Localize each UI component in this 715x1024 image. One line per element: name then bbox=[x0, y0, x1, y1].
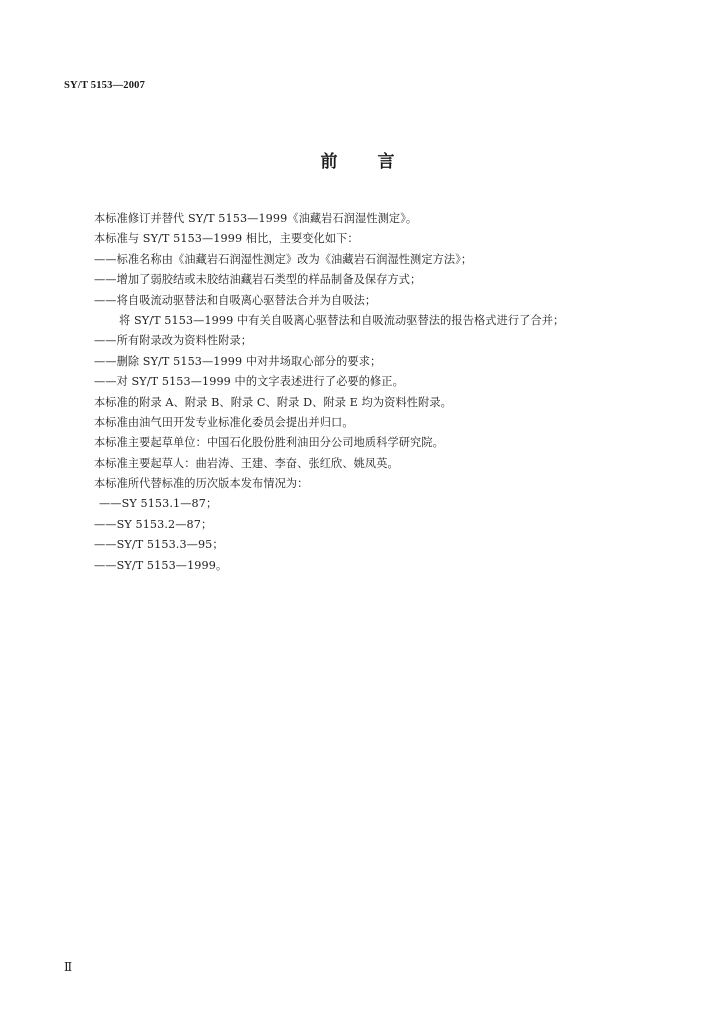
body-line-history-4: ——SY/T 5153—1999。 bbox=[94, 558, 228, 572]
body-line-drafting-unit: 本标准主要起草单位：中国石化股份胜利油田分公司地质科学研究院。 bbox=[94, 436, 444, 450]
body-line-change-2: ——增加了弱胶结或未胶结油藏岩石类型的样品制备及保存方式； bbox=[94, 273, 422, 287]
title-char-2: 言 bbox=[377, 152, 395, 172]
body-line-history-1: ——SY 5153.1—87； bbox=[99, 497, 218, 511]
body-line-history-intro: 本标准所代替标准的历次版本发布情况为： bbox=[94, 477, 309, 491]
body-line-change-3: ——将自吸流动驱替法和自吸离心驱替法合并为自吸法； bbox=[94, 293, 377, 307]
body-line-appendices: 本标准的附录 A、附录 B、附录 C、附录 D、附录 E 均为资料性附录。 bbox=[94, 395, 452, 409]
body-line-change-3-detail: 将 SY/T 5153—1999 中有关自吸离心驱替法和自吸流动驱替法的报告格式进行了合并； bbox=[119, 313, 565, 327]
body-line-change-1: ——标准名称由《油藏岩石润湿性测定》改为《油藏岩石润湿性测定方法》； bbox=[94, 252, 473, 266]
body-line-history-3: ——SY/T 5153.3—95； bbox=[94, 538, 224, 552]
page-number: Ⅱ bbox=[64, 960, 73, 974]
body-line-revision: 本标准修订并替代 SY/T 5153—1999《油藏岩石润湿性测定》。 bbox=[94, 212, 418, 225]
body-line-history-2: ——SY 5153.2—87； bbox=[94, 517, 213, 531]
body-line-change-5: ——删除 SY/T 5153—1999 中对井场取心部分的要求； bbox=[94, 354, 382, 368]
body-line-proposer: 本标准由油气田开发专业标准化委员会提出并归口。 bbox=[94, 415, 354, 429]
standard-code-header: SY/T 5153—2007 bbox=[64, 80, 146, 91]
body-line-changes-intro: 本标准与 SY/T 5153—1999 相比，主要变化如下： bbox=[94, 232, 359, 246]
title-char-1: 前 bbox=[320, 152, 338, 172]
body-line-change-6: ——对 SY/T 5153—1999 中的文字表述进行了必要的修正。 bbox=[94, 375, 404, 389]
body-line-drafters: 本标准主要起草人：曲岩涛、王建、李奋、张红欣、姚凤英。 bbox=[94, 456, 399, 470]
body-line-change-4: ——所有附录改为资料性附录； bbox=[94, 334, 253, 348]
foreword-body bbox=[94, 209, 654, 576]
page-title bbox=[0, 150, 715, 174]
